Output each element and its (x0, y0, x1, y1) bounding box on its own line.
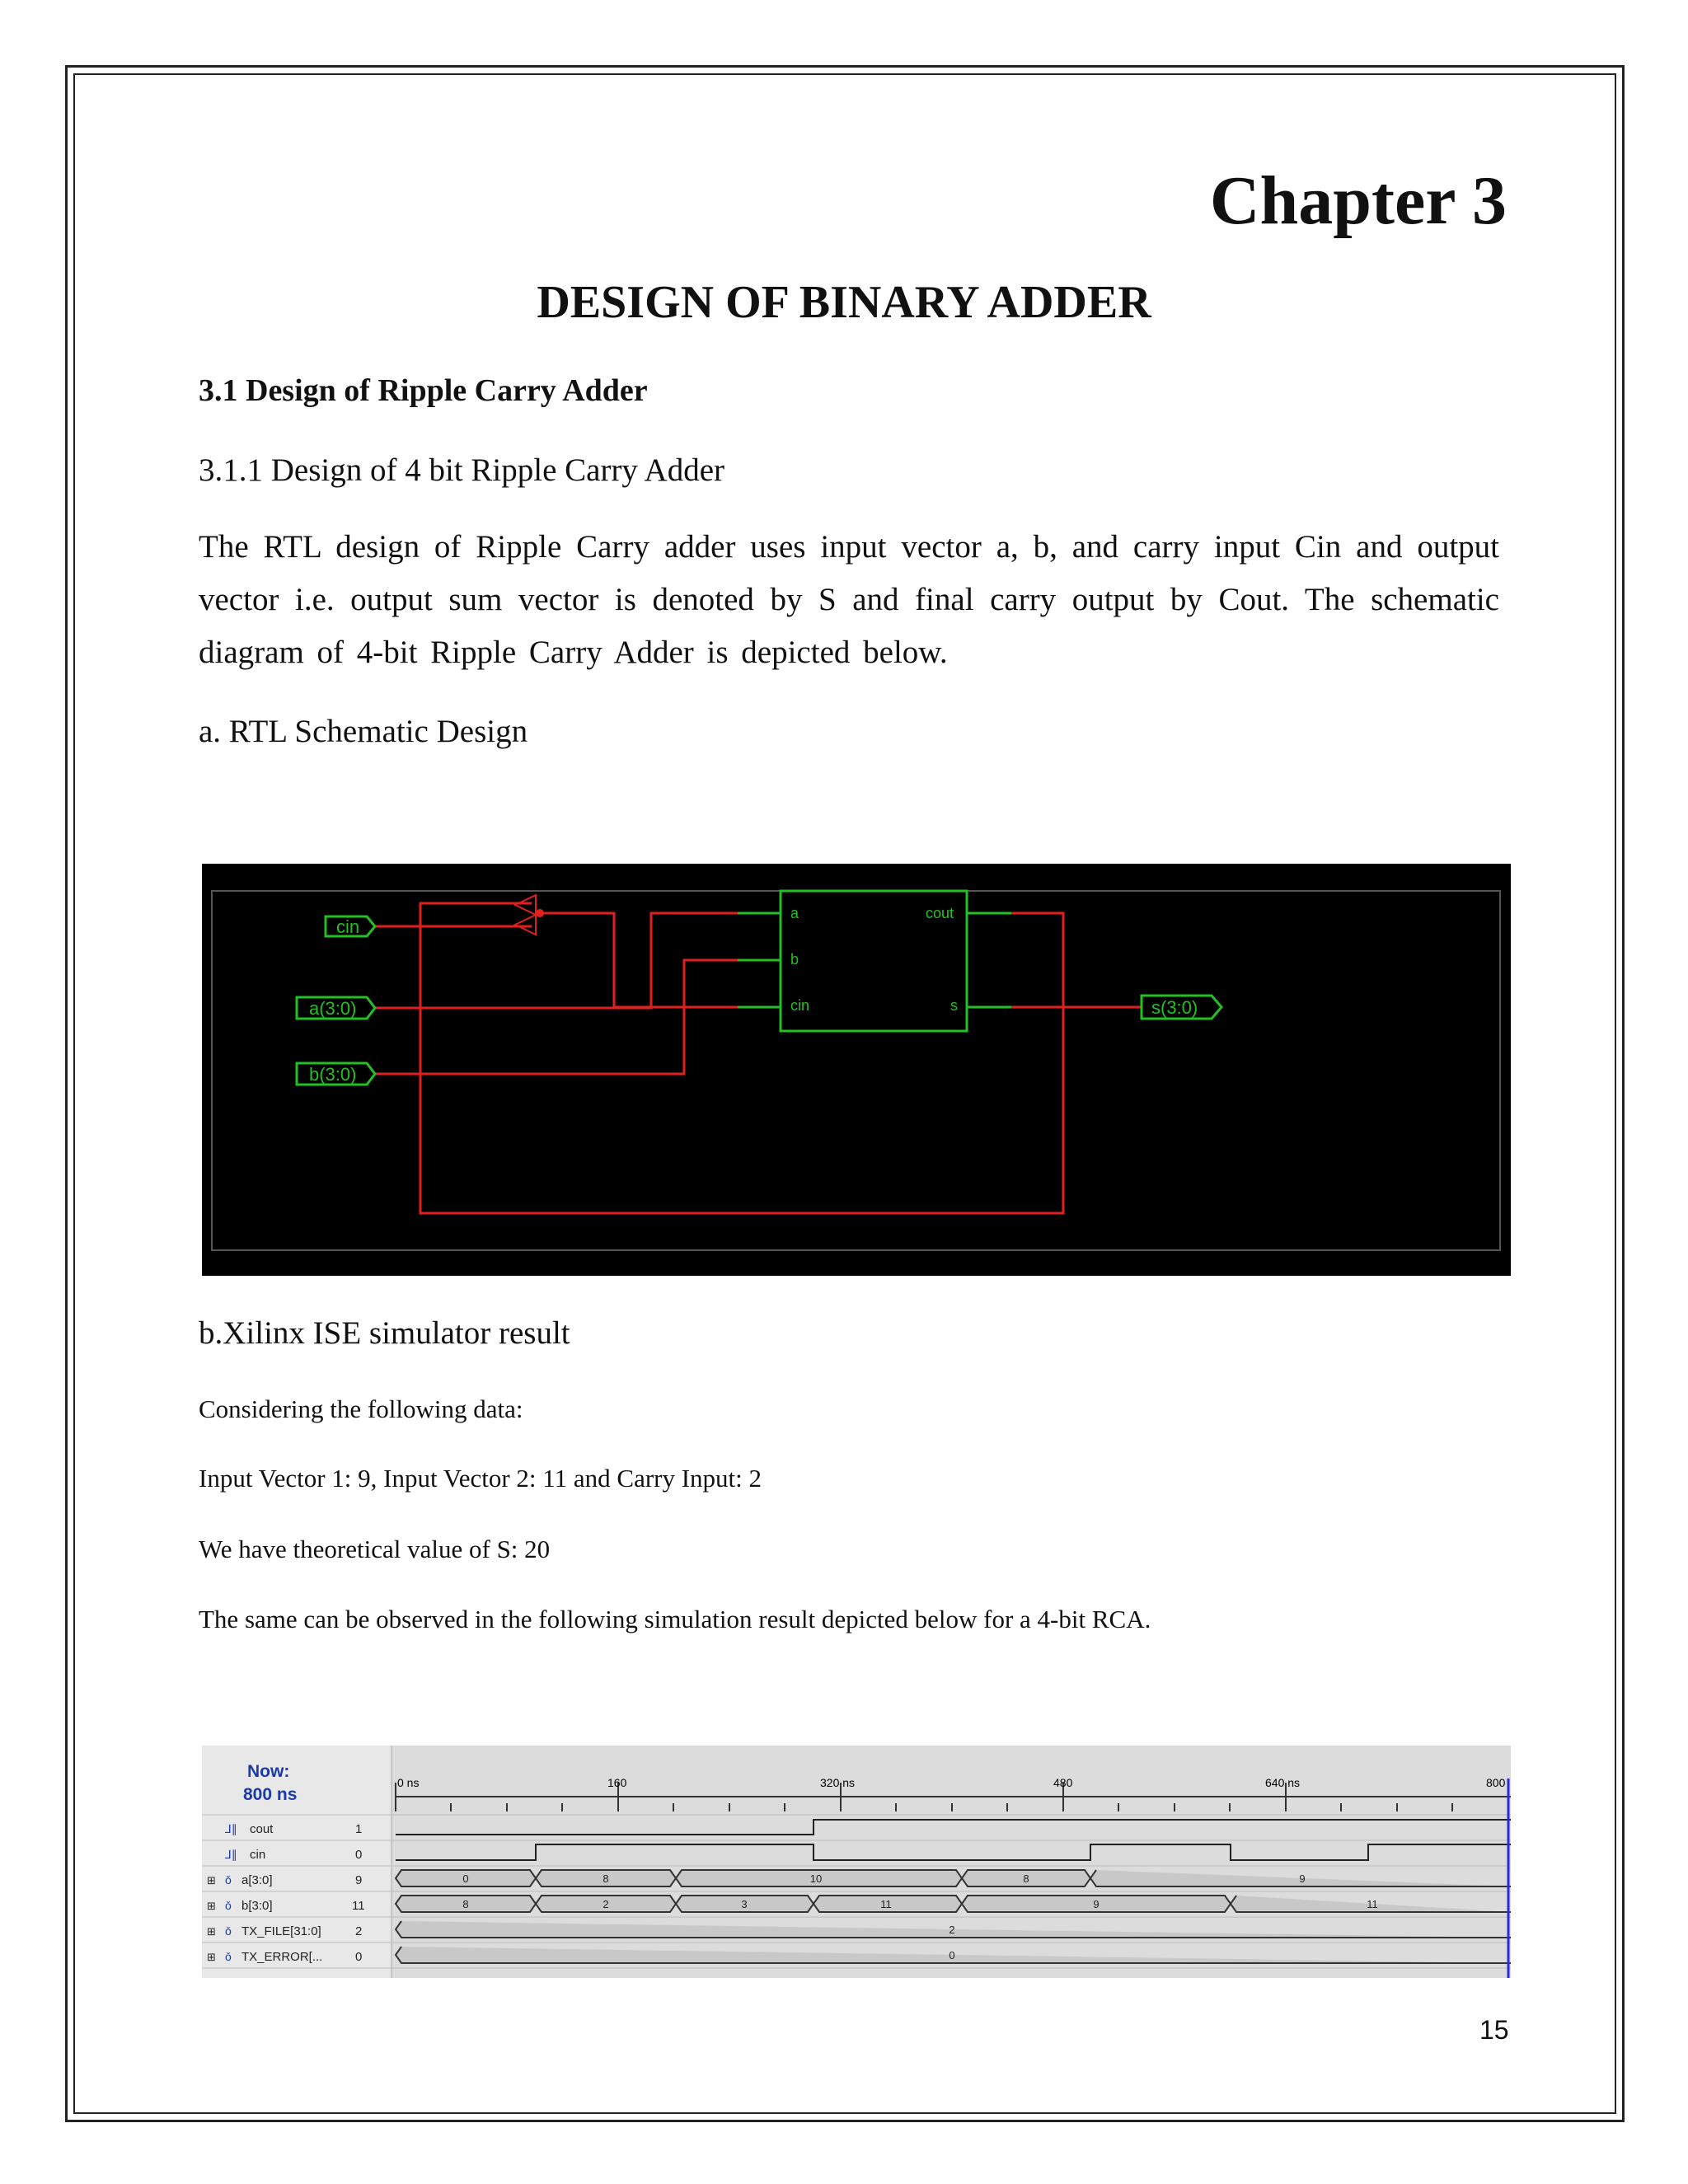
bus-a-2: 10 (809, 1872, 823, 1885)
signal-value-cin: 0 (355, 1848, 363, 1862)
svg-text:ǒ: ǒ (225, 1950, 232, 1963)
svg-text:ǒ: ǒ (225, 1924, 232, 1938)
port-cout-label: cout (926, 905, 954, 921)
signal-name-cin: cin (250, 1848, 266, 1862)
bus-b-0: 8 (462, 1898, 469, 1910)
svg-text:⊞: ⊞ (207, 1874, 216, 1886)
page-number: 15 (1479, 2015, 1509, 2045)
now-value: 800 ns (243, 1785, 298, 1804)
wire-b (375, 960, 738, 1074)
bus-b-1: 2 (603, 1898, 609, 1910)
now-label: Now: (247, 1762, 290, 1781)
io-a-label: a(3:0) (309, 998, 357, 1019)
signal-icon: ⅃∥ (225, 1822, 237, 1835)
text-line-3: We have theoretical value of S: 20 (199, 1535, 551, 1563)
bus-a-4: 9 (1299, 1872, 1306, 1885)
subsection-heading: 3.1.1 Design of 4 bit Ripple Carry Adder (199, 452, 724, 488)
bus-b-2: 3 (741, 1898, 748, 1910)
buffer-symbol (515, 895, 536, 935)
signal-name-cout: cout (250, 1822, 274, 1836)
section-heading: 3.1 Design of Ripple Carry Adder (199, 373, 648, 408)
signal-value-txfile: 2 (355, 1924, 363, 1938)
tick-160: 160 (607, 1776, 627, 1789)
svg-text:ǒ: ǒ (225, 1873, 232, 1886)
simulation-waveform (202, 1746, 1511, 1978)
tick-480: 480 (1053, 1776, 1073, 1789)
signal-name-txfile: TX_FILE[31:0] (241, 1924, 321, 1938)
tick-800: 800 (1486, 1776, 1506, 1789)
rtl-schematic (202, 864, 1511, 1276)
port-b-label: b (790, 951, 799, 968)
signal-value-txerror: 0 (355, 1950, 363, 1964)
signal-value-b: 11 (352, 1899, 365, 1913)
body-paragraph: The RTL design of Ripple Carry adder uses input vector a, b, and carry input Cin and output vector i.e. output sum vector is denoted by S and final carry output by Cout. The schematic diagram of 4-bit Ripple Carry Adder is depicted below. (199, 529, 1499, 670)
svg-text:⊞: ⊞ (207, 1925, 216, 1938)
svg-text:ǒ: ǒ (225, 1899, 232, 1912)
chapter-heading: Chapter 3 (1209, 162, 1507, 239)
text-line-1: Considering the following data: (199, 1394, 523, 1423)
signal-value-a: 9 (355, 1873, 363, 1887)
bus-txerror: 0 (949, 1949, 955, 1961)
signal-name-a: a[3:0] (241, 1873, 273, 1887)
bus-b-3: 11 (880, 1898, 892, 1910)
text-line-2: Input Vector 1: 9, Input Vector 2: 11 and Carry Input: 2 (199, 1464, 762, 1493)
text-line-4: The same can be observed in the following simulation result depicted below for a 4-bit RCA. (199, 1605, 1151, 1633)
tick-0: 0 ns (397, 1776, 420, 1789)
tick-320: 320 ns (820, 1776, 856, 1789)
figure-label-rtl: a. RTL Schematic Design (199, 714, 528, 749)
port-cin-label: cin (790, 997, 810, 1014)
svg-text:⅃∥: ⅃∥ (225, 1848, 237, 1861)
page-title: DESIGN OF BINARY ADDER (537, 277, 1151, 328)
io-s-label: s(3:0) (1151, 997, 1198, 1018)
svg-text:⊞: ⊞ (207, 1900, 216, 1912)
bus-txfile: 2 (949, 1924, 955, 1936)
bus-a-1: 8 (603, 1872, 609, 1885)
signal-name-b: b[3:0] (241, 1899, 273, 1913)
bus-a-0: 0 (462, 1872, 469, 1885)
signal-value-cout: 1 (355, 1822, 363, 1836)
svg-text:⊞: ⊞ (207, 1951, 216, 1963)
port-a-label: a (790, 905, 799, 921)
junction-dot (536, 909, 544, 917)
figure-label-sim: b.Xilinx ISE simulator result (199, 1315, 570, 1351)
schematic-frame (212, 891, 1500, 1250)
bus-a-3: 8 (1023, 1872, 1029, 1885)
signal-name-txerror: TX_ERROR[... (241, 1950, 323, 1964)
tick-640: 640 ns (1265, 1776, 1301, 1789)
io-b-label: b(3:0) (309, 1064, 357, 1085)
bus-b-4: 9 (1093, 1898, 1100, 1910)
bus-b-5: 11 (1367, 1898, 1378, 1910)
io-cin-label: cin (336, 916, 360, 937)
port-s-label: s (950, 997, 958, 1014)
